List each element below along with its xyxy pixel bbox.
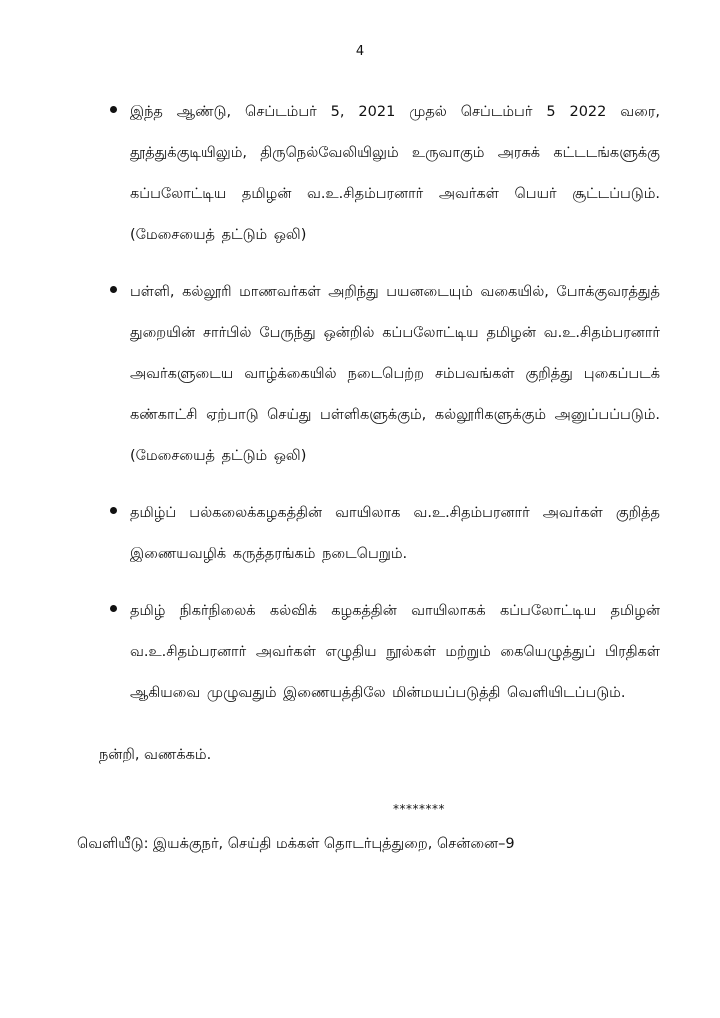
closing-greeting: நன்றி, வணக்கம். <box>99 747 212 763</box>
list-item-text: பள்ளி, கல்லூரி மாணவர்கள் அறிந்து பயனடையும் வகையில், போக்குவரத்துத் துறையின் சார்பில் பேருந்து ஒன்றில் கப்பலோட்டிய தமிழன் வ.உ.சிதம்பரனார் அவர்களுடைய வாழ்க்கையில் நடைபெற்ற சம்பவங்கள் குறித்து புகைப்படக் கண்காட்சி ஏற்பாடு செய்து பள்ளிகளுக்கும், கல்லூரிகளுக்கும் அனுப்பப்படும். (மேசையைத் தட்டும் ஒலி) <box>130 284 660 464</box>
list-item <box>108 493 660 575</box>
list-item <box>108 591 660 714</box>
list-item <box>108 272 660 477</box>
bullet-icon <box>110 286 117 293</box>
asterisk-separator: ******** <box>393 802 445 816</box>
list-item <box>108 92 660 256</box>
list-item-text: தமிழ் நிகர்நிலைக் கல்விக் கழகத்தின் வாயிலாகக் கப்பலோட்டிய தமிழன் வ.உ.சிதம்பரனார் அவர்கள் எழுதிய நூல்கள் மற்றும் கையெழுத்துப் பிரதிகள் ஆகியவை முழுவதும் இணையத்திலே மின்மயப்படுத்தி வெளியிடப்படும். <box>130 603 660 701</box>
page-number: 4 <box>355 44 365 59</box>
bullet-icon <box>110 106 117 113</box>
announcement-list <box>108 92 660 730</box>
list-item-text: தமிழ்ப் பல்கலைக்கழகத்தின் வாயிலாக வ.உ.சிதம்பரனார் அவர்கள் குறித்த இணையவழிக் கருத்தரங்கம் நடைபெறும். <box>130 505 660 562</box>
bullet-icon <box>110 605 117 612</box>
bullet-icon <box>110 507 117 514</box>
publisher-footer: வெளியீடு: இயக்குநர், செய்தி மக்கள் தொடர்புத்துறை, சென்னை–9 <box>77 836 515 852</box>
list-item-text: இந்த ஆண்டு, செப்டம்பர் 5, 2021 முதல் செப்டம்பர் 5 2022 வரை, தூத்துக்குடியிலும், திருநெல்வேலியிலும் உருவாகும் அரசுக் கட்டடங்களுக்கு கப்பலோட்டிய தமிழன் வ.உ.சிதம்பரனார் அவர்கள் பெயர் சூட்டப்படும். (மேசையைத் தட்டும் ஒலி) <box>130 104 660 243</box>
